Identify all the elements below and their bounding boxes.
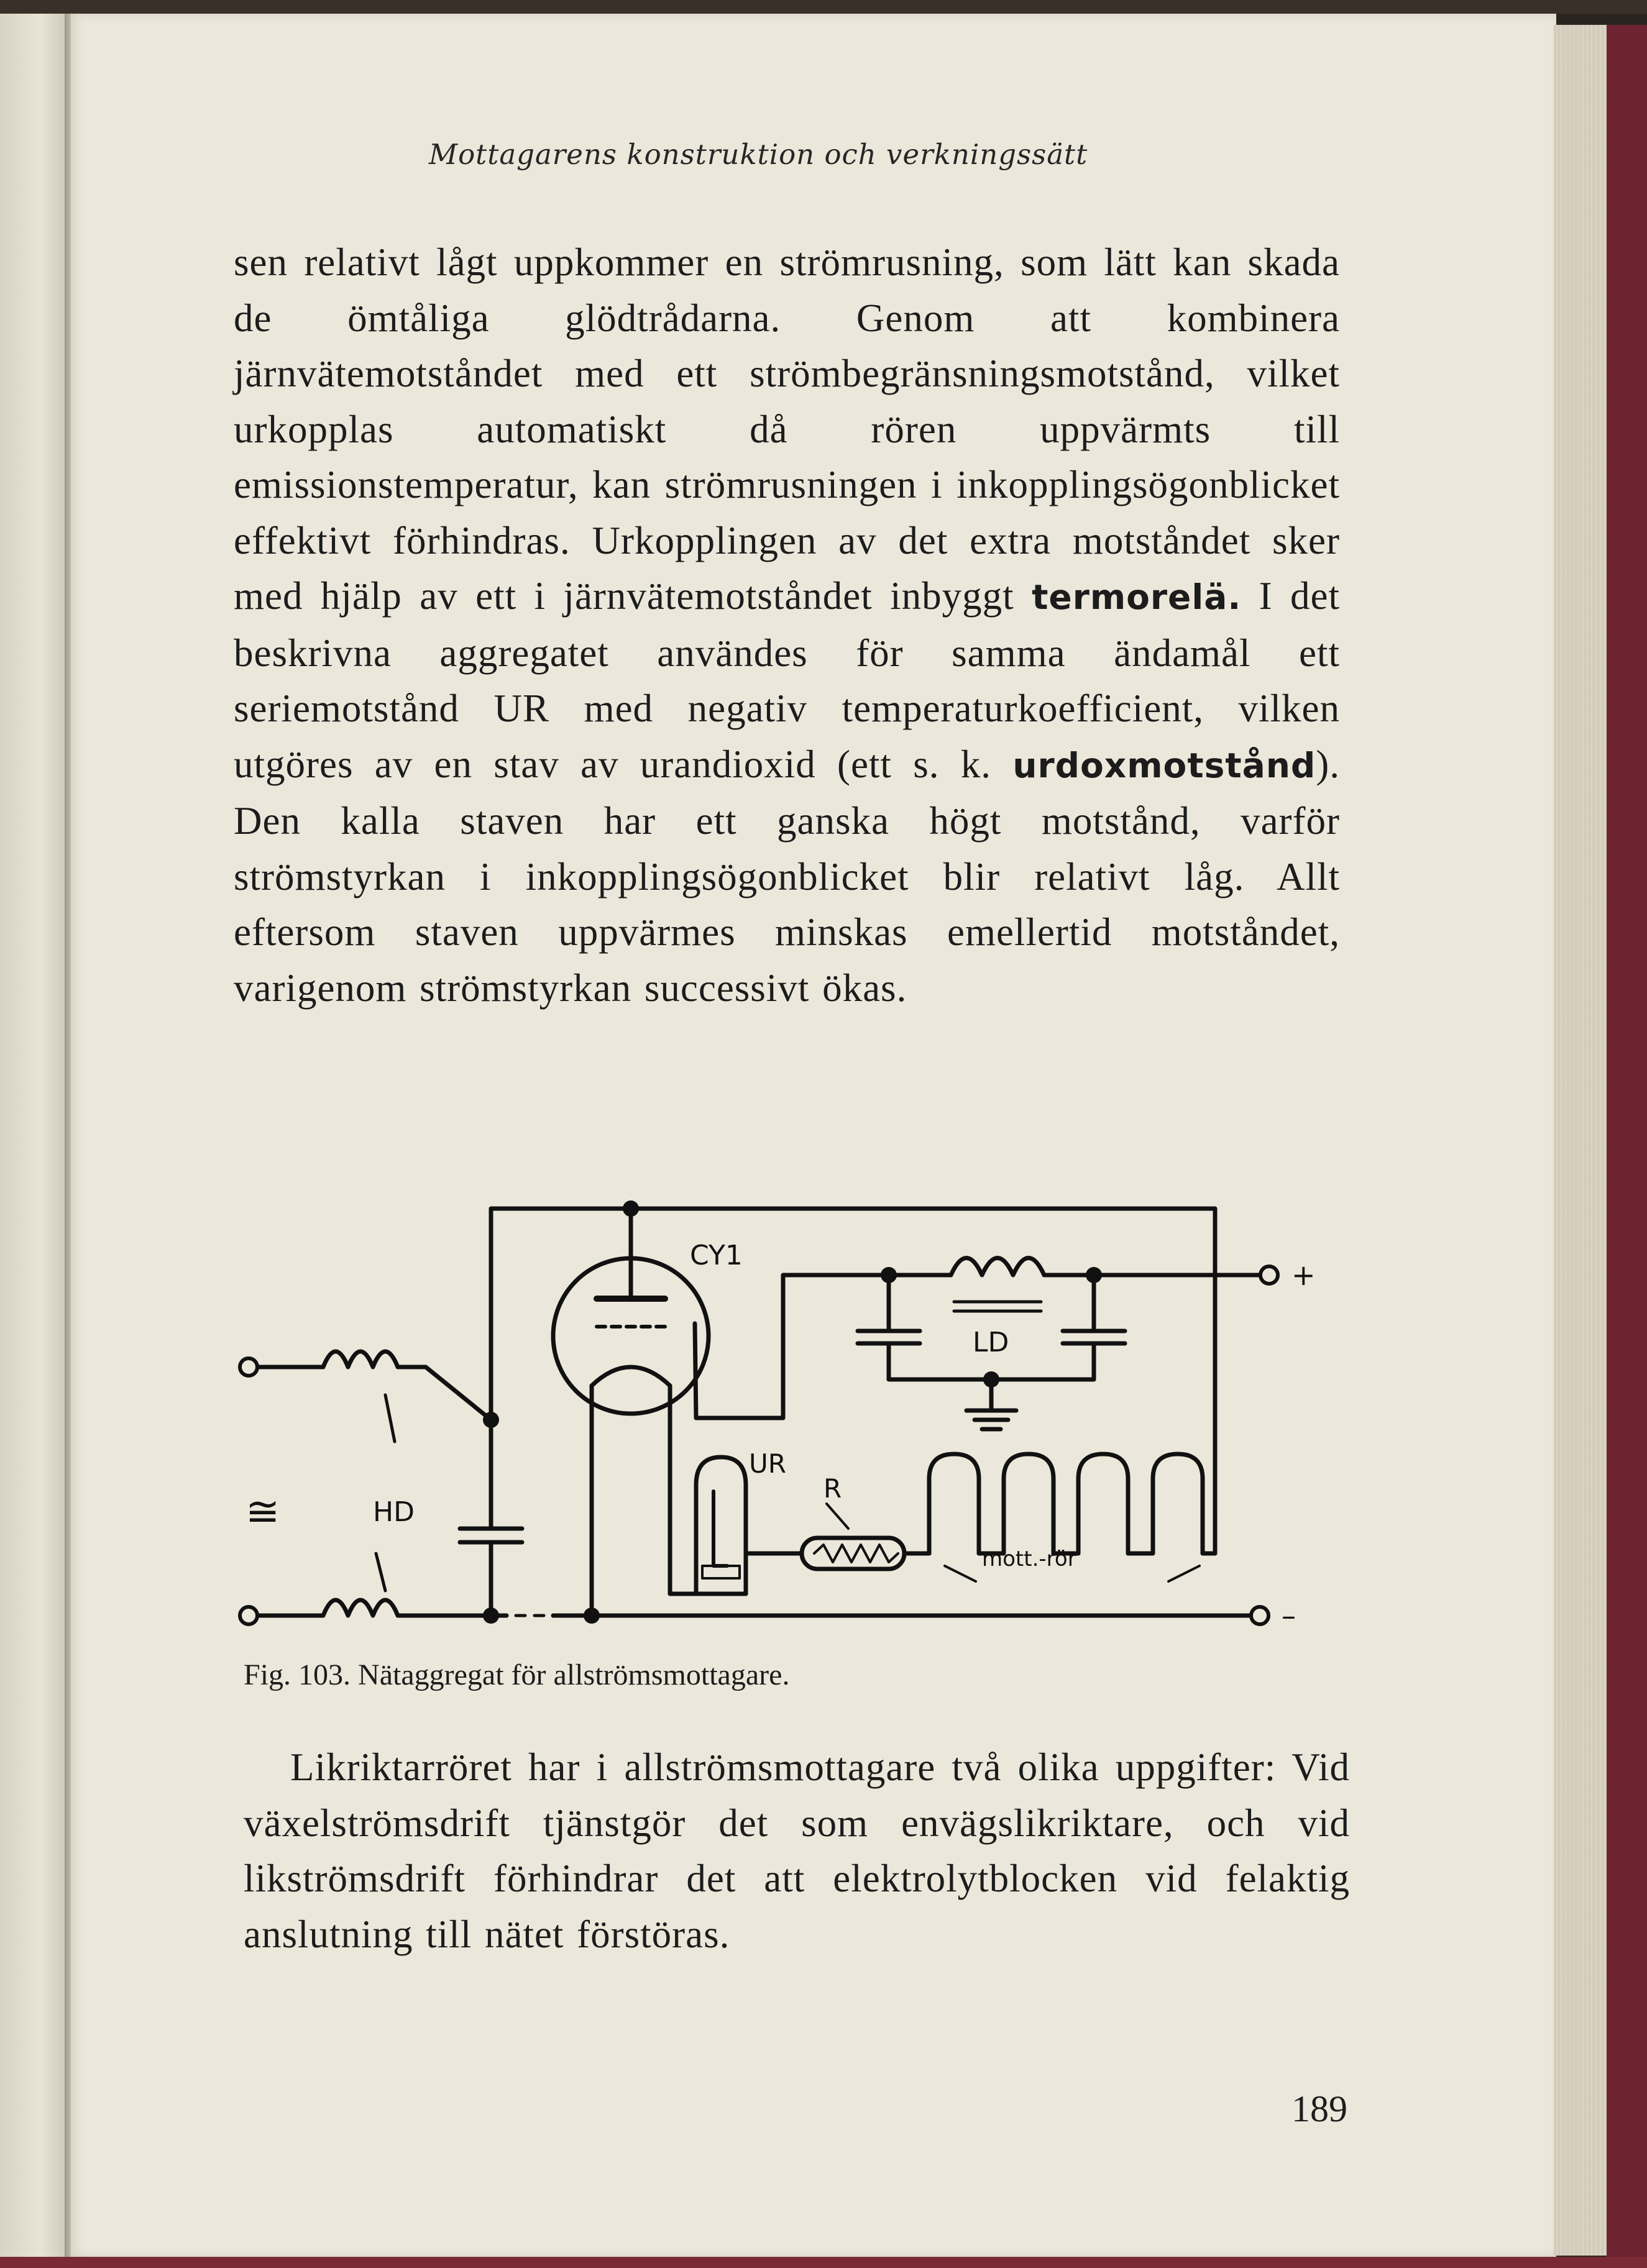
- label-ac-symbol: ≅: [245, 1488, 280, 1535]
- book-spine-top: [0, 0, 1647, 14]
- paragraph-1-middle: I det beskrivna aggregatet användes för samma ändamål ett seriemotstånd UR med negativ temperaturkoefficient, vilken utgöres av en stav av urandioxid (ett s. k.: [234, 574, 1340, 786]
- label-ur: UR: [749, 1448, 786, 1479]
- paragraph-2: Likriktarröret har i allströmsmottagare två olika uppgifter: Vid växelströmsdrift tjänstgör det som envägslikriktare, och vid likströmsdrift förhindrar det att elektrolytblocken vid felaktig anslutning till nätet förstöras.: [244, 1745, 1350, 1956]
- term-urdoxmotstand: urdoxmotstånd: [1012, 745, 1316, 785]
- figure-caption: Fig. 103. Nätaggregat för allströmsmottagare.: [244, 1658, 790, 1691]
- book-cover-edge: [1607, 25, 1647, 2268]
- facing-page-edge: [0, 14, 67, 2268]
- label-plus-terminal: +: [1291, 1258, 1316, 1292]
- term-termorela: termorelä.: [1032, 577, 1242, 617]
- page-number: 189: [1291, 2088, 1347, 2129]
- paragraph-1: [234, 235, 1340, 1016]
- label-r: R: [823, 1473, 842, 1504]
- paragraph-1-outro: ). Den kalla staven har ett ganska högt motstånd, varför strömstyrkan i inkopplingsögonblicket blir relativt låg. Allt eftersom staven uppvärmes minskas emellertid motståndet, varigenom strömstyrkan successivt ökas.: [234, 742, 1341, 1010]
- circuit-diagram: [245, 1181, 1367, 1653]
- label-hd: HD: [373, 1496, 415, 1528]
- running-head: Mottagarens konstruktion och verkningssätt: [429, 138, 1088, 171]
- label-cy1: CY1: [690, 1240, 743, 1271]
- label-ld: LD: [973, 1327, 1009, 1358]
- paragraph-1-intro: sen relativt lågt uppkommer en strömrusning, som lätt kan skada de ömtåliga glödtrådarna. Genom att kombinera järnvätemotståndet med ett strömbegränsningsmotstånd, vilket urkopplas automatiskt då rören uppvärmts till emissionstemperatur, kan strömrusningen i inkopplingsögonblicket effektivt förhindras. Urkopplingen av det extra motståndet sker med hjälp av ett i järnvätemotståndet inbyggt: [234, 240, 1340, 618]
- label-minus-terminal: –: [1282, 1599, 1296, 1632]
- label-mott-ror: mott.-rör: [982, 1547, 1076, 1571]
- book-cover-bottom: [0, 2257, 1647, 2268]
